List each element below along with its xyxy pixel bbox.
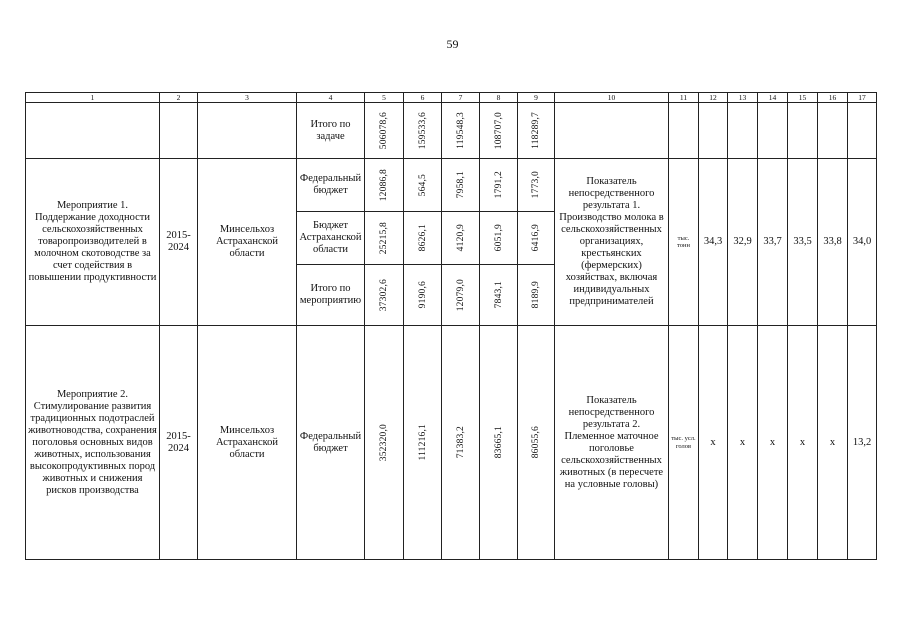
funding-value: 1773,0 bbox=[531, 171, 541, 199]
measure1-indicator: Показатель непосредственного результата 1. Производство молока в сельскохозяйственных организациях, крестьянских (фермерских) хозяйствах, включая индивидуальных предпринимателей bbox=[555, 159, 669, 326]
measure2-row bbox=[26, 326, 877, 560]
funding-source-label: Итого по мероприятию bbox=[297, 265, 365, 326]
task-total-row bbox=[26, 103, 877, 159]
funding-source-label: Федеральный бюджет bbox=[297, 326, 365, 560]
funding-value: 12086,8 bbox=[379, 168, 389, 202]
target-value: x bbox=[818, 326, 848, 560]
col-num-2: 2 bbox=[160, 93, 198, 103]
funding-value: 4120,9 bbox=[455, 224, 466, 252]
task-total-value: 119548,3 bbox=[455, 112, 466, 149]
task-total-value: 159533,6 bbox=[417, 111, 428, 150]
funding-value: 9190,6 bbox=[417, 281, 428, 309]
funding-value: 71383,2 bbox=[455, 426, 466, 459]
task-total-label: Итого по задаче bbox=[297, 103, 365, 159]
funding-value: 1791,2 bbox=[493, 171, 504, 199]
col-num-13: 13 bbox=[728, 93, 758, 103]
column-number-row bbox=[26, 93, 877, 103]
target-value: 33,8 bbox=[818, 159, 848, 326]
measure2-period: 2015-2024 bbox=[160, 326, 198, 560]
measure2-executor: Минсельхоз Астраханской области bbox=[198, 326, 297, 560]
funding-value: 352320,0 bbox=[379, 423, 389, 462]
funding-value: 83665,1 bbox=[493, 426, 504, 459]
measure2-indicator: Показатель непосредственного результата 2. Племенное маточное поголовье сельскохозяйственных животных (в пересчете на условные головы) bbox=[555, 326, 669, 560]
funding-value: 111216,1 bbox=[417, 424, 428, 461]
measure2-unit: тыс. усл. голов bbox=[671, 435, 696, 450]
col-num-10: 10 bbox=[555, 93, 669, 103]
funding-value: 12079,0 bbox=[455, 278, 466, 312]
target-value: x bbox=[788, 326, 818, 560]
col-num-16: 16 bbox=[818, 93, 848, 103]
col-num-9: 9 bbox=[518, 93, 555, 103]
funding-value: 7843,1 bbox=[493, 281, 504, 309]
target-value: 33,7 bbox=[758, 159, 788, 326]
funding-value: 8189,9 bbox=[531, 281, 541, 309]
measure1-executor: Минсельхоз Астраханской области bbox=[198, 159, 297, 326]
funding-value: 6051,9 bbox=[493, 224, 504, 252]
target-value: x bbox=[758, 326, 788, 560]
measure1-period: 2015-2024 bbox=[160, 159, 198, 326]
col-num-5: 5 bbox=[365, 93, 404, 103]
program-table bbox=[25, 92, 877, 560]
col-num-1: 1 bbox=[26, 93, 160, 103]
funding-value: 86055,6 bbox=[531, 426, 541, 459]
funding-source-label: Бюджет Астраханской области bbox=[297, 212, 365, 265]
col-num-12: 12 bbox=[699, 93, 728, 103]
page-number: 59 bbox=[446, 37, 459, 51]
funding-value: 564,5 bbox=[417, 173, 428, 197]
measure1-federal-row bbox=[26, 159, 877, 212]
target-value: 33,5 bbox=[788, 159, 818, 326]
funding-value: 37302,6 bbox=[379, 278, 389, 312]
funding-source-label: Федеральный бюджет bbox=[297, 159, 365, 212]
target-value: x bbox=[699, 326, 728, 560]
target-value: 13,2 bbox=[848, 326, 877, 560]
target-value: 34,3 bbox=[699, 159, 728, 326]
funding-value: 25215,8 bbox=[379, 221, 389, 255]
col-num-15: 15 bbox=[788, 93, 818, 103]
col-num-11: 11 bbox=[669, 93, 699, 103]
col-num-3: 3 bbox=[198, 93, 297, 103]
task-total-value: 118289,7 bbox=[531, 112, 541, 149]
col-num-14: 14 bbox=[758, 93, 788, 103]
target-value: 34,0 bbox=[848, 159, 877, 326]
funding-value: 6416,9 bbox=[531, 224, 541, 252]
target-value: 32,9 bbox=[728, 159, 758, 326]
col-num-8: 8 bbox=[480, 93, 518, 103]
task-total-value: 506078,6 bbox=[379, 111, 389, 150]
funding-value: 7958,1 bbox=[455, 171, 466, 199]
col-num-4: 4 bbox=[297, 93, 365, 103]
measure1-name: Мероприятие 1. Поддержание доходности сельскохозяйственных товаропроизводителей в молочном скотоводстве за счет содействия в повышении продуктивности bbox=[26, 159, 160, 326]
measure2-name: Мероприятие 2. Стимулирование развития традиционных подотраслей животноводства, сохранения поголовья основных видов животных, использования высокопродуктивных пород животных и снижения рисков производства bbox=[26, 326, 160, 560]
col-num-6: 6 bbox=[404, 93, 442, 103]
funding-value: 8626,1 bbox=[417, 224, 428, 252]
task-total-value: 108707,0 bbox=[493, 111, 504, 150]
col-num-7: 7 bbox=[442, 93, 480, 103]
measure1-unit: тыс. тонн bbox=[677, 234, 690, 249]
col-num-17: 17 bbox=[848, 93, 877, 103]
target-value: x bbox=[728, 326, 758, 560]
